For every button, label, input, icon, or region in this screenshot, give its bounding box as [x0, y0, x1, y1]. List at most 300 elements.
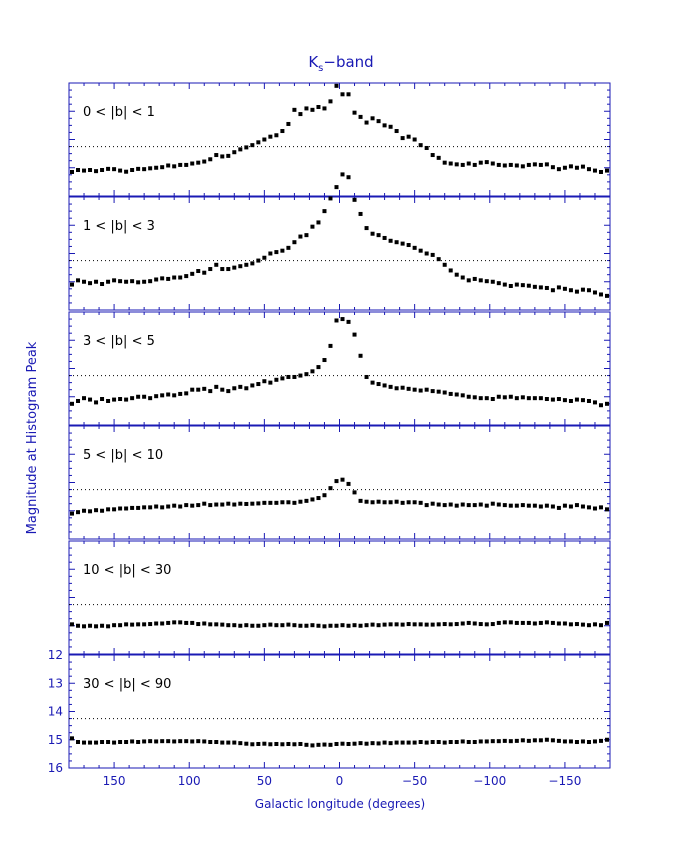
data-point [509, 504, 513, 508]
data-point [274, 250, 278, 254]
data-point [449, 503, 453, 507]
data-point [304, 372, 308, 376]
data-point [160, 393, 164, 397]
data-point [395, 500, 399, 504]
data-point [190, 272, 194, 276]
data-point [485, 279, 489, 283]
data-point [557, 285, 561, 289]
data-point [280, 623, 284, 627]
data-point [389, 125, 393, 129]
data-point [371, 381, 375, 385]
data-point [70, 622, 74, 626]
data-point [491, 739, 495, 743]
data-point [455, 273, 459, 277]
data-point [208, 622, 212, 626]
data-point [359, 354, 363, 358]
data-point [124, 170, 128, 174]
data-point [142, 280, 146, 284]
data-point [202, 739, 206, 743]
data-point [304, 233, 308, 237]
data-point [557, 506, 561, 510]
data-point [274, 623, 278, 627]
data-point [485, 622, 489, 626]
data-point [605, 169, 609, 173]
data-point [479, 739, 483, 743]
data-point [226, 502, 230, 506]
data-point [94, 741, 98, 745]
data-point [106, 399, 110, 403]
data-point [389, 622, 393, 626]
data-point [130, 396, 134, 400]
data-point [503, 283, 507, 287]
chart-title [308, 53, 373, 74]
data-point [172, 276, 176, 280]
data-point [359, 624, 363, 628]
data-point [154, 166, 158, 170]
data-point [142, 167, 146, 171]
data-point [76, 624, 80, 628]
data-point [256, 501, 260, 505]
data-point [268, 742, 272, 746]
data-point [274, 742, 278, 746]
data-point [473, 163, 477, 167]
data-point [178, 163, 182, 167]
data-point [515, 739, 519, 743]
data-point [256, 259, 260, 263]
panel-label: 5 < |b| < 10 [83, 448, 164, 463]
data-point [196, 269, 200, 273]
data-point [527, 621, 531, 625]
data-point [569, 399, 573, 403]
data-point [395, 622, 399, 626]
data-point [124, 506, 128, 510]
data-point [359, 741, 363, 745]
data-point [365, 742, 369, 746]
data-point [533, 504, 537, 508]
data-point [587, 505, 591, 509]
data-point [599, 170, 603, 174]
data-point [238, 741, 242, 745]
data-point [82, 509, 86, 513]
title-subscript: s [318, 63, 324, 74]
data-point [166, 739, 170, 743]
data-point [184, 621, 188, 625]
data-point [365, 226, 369, 230]
data-point [551, 165, 555, 169]
data-point [316, 220, 320, 224]
data-point [166, 505, 170, 509]
data-point [605, 507, 609, 511]
data-point [154, 739, 158, 743]
data-point [503, 620, 507, 624]
panel-frame [69, 83, 610, 196]
data-point [118, 506, 122, 510]
data-point [431, 153, 435, 157]
data-point [334, 742, 338, 746]
data-point [262, 623, 266, 627]
data-point [88, 741, 92, 745]
data-point [479, 503, 483, 507]
data-point [190, 162, 194, 166]
data-point [82, 741, 86, 745]
data-point [70, 170, 74, 174]
data-point [154, 277, 158, 281]
data-point [521, 164, 525, 168]
data-point [479, 278, 483, 282]
data-point [551, 505, 555, 509]
data-point [509, 620, 513, 624]
data-point [250, 742, 254, 746]
data-point [322, 106, 326, 110]
data-point [172, 164, 176, 168]
panel-label: 0 < |b| < 1 [83, 105, 155, 120]
data-point [268, 135, 272, 139]
data-point [383, 383, 387, 387]
data-point [202, 387, 206, 391]
data-point [166, 277, 170, 281]
panel-frame [69, 655, 610, 768]
data-point [425, 252, 429, 256]
data-point [521, 503, 525, 507]
data-point [497, 621, 501, 625]
data-point [353, 490, 357, 494]
data-point [437, 740, 441, 744]
data-point [178, 276, 182, 280]
data-point [82, 169, 86, 173]
data-point [286, 246, 290, 250]
data-point [371, 232, 375, 236]
data-point [238, 264, 242, 268]
data-point [298, 500, 302, 504]
data-point [539, 285, 543, 289]
data-point [557, 621, 561, 625]
data-point [521, 738, 525, 742]
data-point [515, 504, 519, 508]
data-point [587, 740, 591, 744]
data-point [280, 742, 284, 746]
data-point [190, 388, 194, 392]
data-point [509, 395, 513, 399]
data-point [593, 622, 597, 626]
panel-frame [69, 312, 610, 425]
data-point [533, 621, 537, 625]
data-point [268, 252, 272, 256]
data-point [298, 374, 302, 378]
data-point [515, 621, 519, 625]
data-point [473, 395, 477, 399]
data-point [341, 478, 345, 482]
data-point [274, 378, 278, 382]
data-point [341, 172, 345, 176]
data-point [569, 164, 573, 168]
data-point [292, 375, 296, 379]
data-point [124, 398, 128, 402]
data-point [455, 162, 459, 166]
data-point [407, 135, 411, 139]
data-point [461, 163, 465, 167]
data-point [328, 344, 332, 348]
data-point [551, 621, 555, 625]
data-point [292, 501, 296, 505]
data-point [443, 622, 447, 626]
data-point [503, 739, 507, 743]
data-point [377, 382, 381, 386]
data-point [118, 397, 122, 401]
data-point [334, 185, 338, 189]
data-point [521, 395, 525, 399]
data-point [467, 162, 471, 166]
data-point [142, 622, 146, 626]
data-point [563, 287, 567, 291]
data-point [184, 163, 188, 167]
data-point [605, 402, 609, 406]
data-point [226, 623, 230, 627]
data-point [449, 268, 453, 272]
data-point [599, 403, 603, 407]
data-point [310, 108, 314, 112]
data-point [401, 386, 405, 390]
data-point [371, 741, 375, 745]
data-point [142, 505, 146, 509]
data-point [184, 274, 188, 278]
data-point [533, 738, 537, 742]
data-point [503, 163, 507, 167]
data-point [431, 253, 435, 257]
data-point [353, 623, 357, 627]
data-point [202, 621, 206, 625]
data-point [256, 382, 260, 386]
data-point [70, 283, 74, 287]
data-point [533, 396, 537, 400]
data-point [226, 389, 230, 393]
data-point [395, 240, 399, 244]
data-point [365, 375, 369, 379]
data-point [377, 741, 381, 745]
data-point [292, 742, 296, 746]
data-point [449, 740, 453, 744]
data-point [467, 740, 471, 744]
data-point [437, 156, 441, 160]
x-tick-label: 0 [335, 774, 344, 788]
data-point [136, 506, 140, 510]
data-point [515, 396, 519, 400]
data-point [286, 742, 290, 746]
data-point [238, 147, 242, 151]
data-point [425, 503, 429, 507]
panel-label: 3 < |b| < 5 [83, 334, 155, 349]
data-point [328, 99, 332, 103]
data-point [232, 741, 236, 745]
data-point [581, 505, 585, 509]
data-point [497, 163, 501, 167]
data-point [545, 286, 549, 290]
data-point [407, 622, 411, 626]
data-point [425, 623, 429, 627]
data-point [383, 500, 387, 504]
data-point [178, 739, 182, 743]
data-point [100, 397, 104, 401]
data-point [455, 622, 459, 626]
data-point [425, 146, 429, 150]
data-point [106, 740, 110, 744]
panel-label: 10 < |b| < 30 [83, 563, 172, 578]
data-point [112, 278, 116, 282]
data-point [473, 621, 477, 625]
panel-frame [69, 426, 610, 539]
data-point [419, 501, 423, 505]
data-point [76, 510, 80, 514]
data-point [310, 743, 314, 747]
data-point [280, 249, 284, 253]
data-point [76, 399, 80, 403]
data-point [262, 256, 266, 260]
data-point [214, 740, 218, 744]
data-point [461, 393, 465, 397]
data-point [88, 281, 92, 285]
data-point [455, 740, 459, 744]
data-point [286, 375, 290, 379]
data-point [106, 624, 110, 628]
data-point [154, 505, 158, 509]
data-point [178, 620, 182, 624]
data-point [244, 502, 248, 506]
data-point [286, 122, 290, 126]
data-point [413, 138, 417, 142]
data-point [527, 504, 531, 508]
data-point [593, 290, 597, 294]
data-point [377, 623, 381, 627]
data-point [226, 741, 230, 745]
data-point [250, 383, 254, 387]
data-point [593, 169, 597, 173]
data-point [419, 740, 423, 744]
data-point [82, 280, 86, 284]
data-point [521, 283, 525, 287]
data-point [118, 623, 122, 627]
data-point [419, 143, 423, 147]
data-point [154, 394, 158, 398]
data-point [449, 622, 453, 626]
data-point [208, 267, 212, 271]
data-point [377, 233, 381, 237]
data-point [148, 739, 152, 743]
data-point [220, 503, 224, 507]
data-point [551, 738, 555, 742]
data-point [304, 624, 308, 628]
data-point [94, 280, 98, 284]
data-point [208, 503, 212, 507]
data-point [268, 381, 272, 385]
data-point [226, 267, 230, 271]
data-point [334, 318, 338, 322]
data-point [148, 279, 152, 283]
data-point [316, 743, 320, 747]
data-point [359, 115, 363, 119]
data-point [581, 398, 585, 402]
data-point [545, 620, 549, 624]
data-point [383, 236, 387, 240]
data-point [587, 167, 591, 171]
data-point [401, 741, 405, 745]
data-point [322, 358, 326, 362]
data-point [527, 284, 531, 288]
data-point [208, 740, 212, 744]
data-point [262, 742, 266, 746]
data-point [389, 385, 393, 389]
data-point [322, 624, 326, 628]
data-point [581, 623, 585, 627]
data-point [341, 742, 345, 746]
y-tick-label: 15 [47, 732, 63, 747]
data-point [328, 743, 332, 747]
data-point [130, 739, 134, 743]
data-point [220, 154, 224, 158]
data-point [148, 505, 152, 509]
data-point [112, 167, 116, 171]
data-point [533, 162, 537, 166]
data-point [563, 504, 567, 508]
data-point [310, 497, 314, 501]
data-point [166, 163, 170, 167]
data-point [160, 739, 164, 743]
data-point [413, 741, 417, 745]
data-point [539, 396, 543, 400]
data-point [383, 741, 387, 745]
data-point [347, 624, 351, 628]
data-point [575, 166, 579, 170]
data-point [383, 623, 387, 627]
data-point [599, 739, 603, 743]
data-point [425, 388, 429, 392]
data-point [353, 333, 357, 337]
data-point [575, 503, 579, 507]
data-point [70, 512, 74, 516]
data-point [262, 379, 266, 383]
data-point [304, 743, 308, 747]
data-point [82, 396, 86, 400]
data-point [539, 738, 543, 742]
data-point [166, 621, 170, 625]
data-point [443, 741, 447, 745]
data-point [581, 165, 585, 169]
data-point [100, 168, 104, 172]
data-point [371, 116, 375, 120]
data-point [118, 740, 122, 744]
data-point [220, 623, 224, 627]
data-point [401, 623, 405, 627]
data-point [196, 161, 200, 165]
data-point [280, 129, 284, 133]
data-point [557, 167, 561, 171]
x-tick-label: −50 [401, 774, 428, 788]
panel-frame [69, 197, 610, 310]
data-point [605, 294, 609, 298]
data-point [238, 502, 242, 506]
data-point [347, 175, 351, 179]
data-point [509, 284, 513, 288]
data-point [569, 505, 573, 509]
data-point [431, 623, 435, 627]
data-point [359, 212, 363, 216]
data-point [347, 320, 351, 324]
data-point [413, 500, 417, 504]
data-point [479, 161, 483, 165]
data-point [316, 496, 320, 500]
data-point [593, 739, 597, 743]
data-point [220, 267, 224, 271]
data-point [479, 396, 483, 400]
data-point [166, 392, 170, 396]
